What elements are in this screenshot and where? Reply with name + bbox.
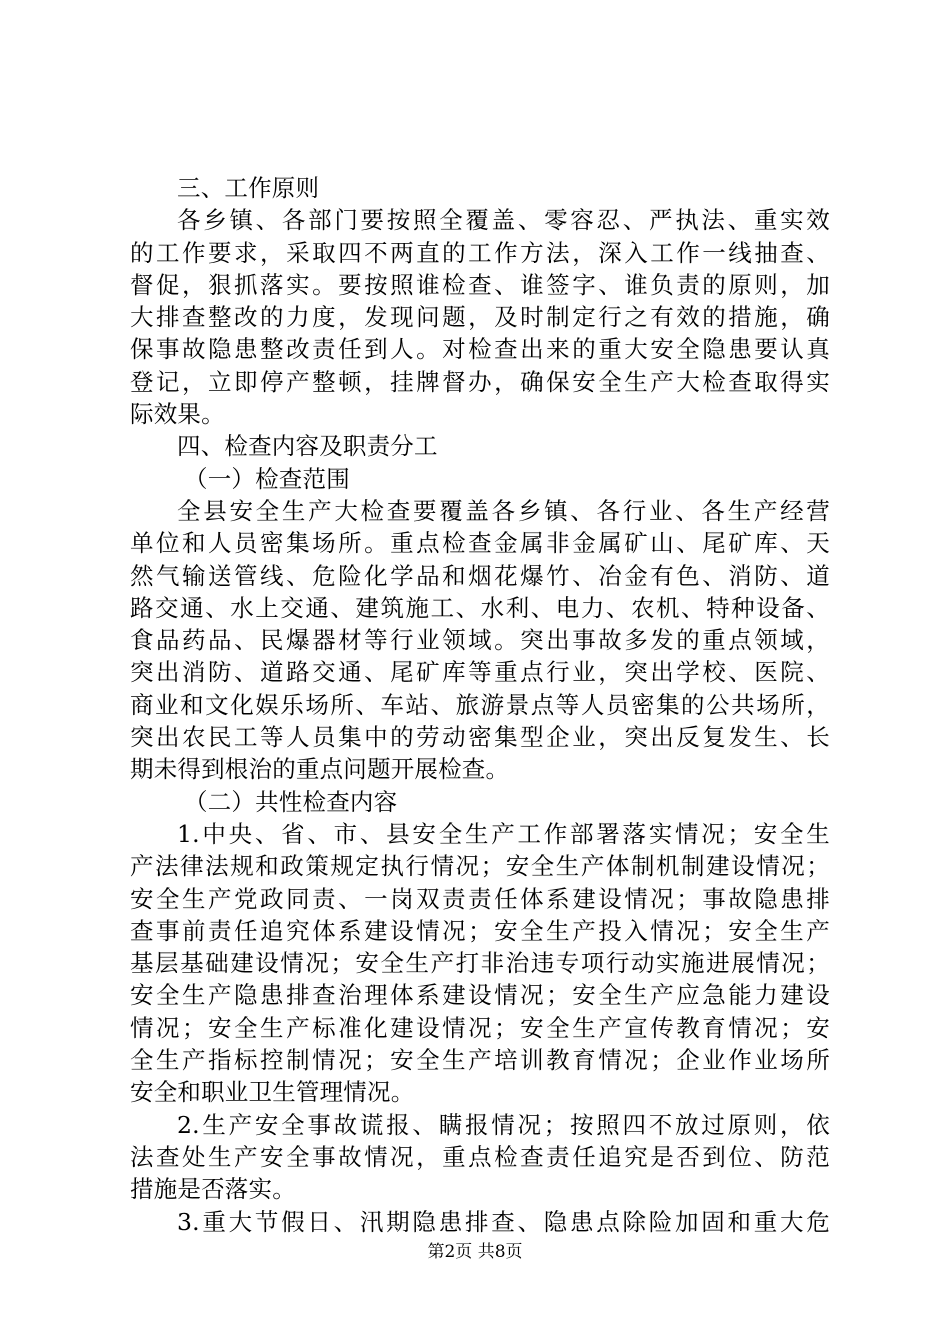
text-line: （二）共性检查内容 <box>184 787 398 816</box>
text-line: 查事前责任追究体系建设情况；安全生产投入情况；安全生产 <box>130 916 830 945</box>
text-line: 路交通、水上交通、建筑施工、水利、电力、农机、特种设备、 <box>130 593 830 622</box>
text-line: 大排查整改的力度，发现问题，及时制定行之有效的措施，确 <box>130 303 830 332</box>
text-line: 登记，立即停产整顿，挂牌督办，确保安全生产大检查取得实 <box>130 367 830 396</box>
text-line: 突出消防、道路交通、尾矿库等重点行业，突出学校、医院、 <box>130 658 830 687</box>
text-line: 安全生产隐患排查治理体系建设情况；安全生产应急能力建设 <box>130 981 830 1010</box>
text-line: （一）检查范围 <box>184 464 350 493</box>
text-line: 督促，狠抓落实。要按照谁检查、谁签字、谁负责的原则，加 <box>130 270 830 299</box>
text-line: 安全生产党政同责、一岗双责责任体系建设情况；事故隐患排 <box>130 884 830 913</box>
text-line: 突出农民工等人员集中的劳动密集型企业，突出反复发生、长 <box>130 723 830 752</box>
text-line: 法查处生产安全事故情况，重点检查责任追究是否到位、防范 <box>130 1142 830 1171</box>
text-line: 保事故隐患整改责任到人。对检查出来的重大安全隐患要认真 <box>130 335 830 364</box>
text-line: 情况；安全生产标准化建设情况；安全生产宣传教育情况；安 <box>130 1013 830 1042</box>
text-line: 三、工作原则 <box>177 174 320 202</box>
text-line: 期未得到根治的重点问题开展检查。 <box>130 755 510 784</box>
text-line: 1.中央、省、市、县安全生产工作部署落实情况；安全生 <box>177 819 830 848</box>
text-line: 际效果。 <box>130 400 225 429</box>
page-footer: 第2页 共8页 <box>427 1242 523 1262</box>
text-line: 然气输送管线、危险化学品和烟花爆竹、冶金有色、消防、道 <box>130 561 830 590</box>
text-line: 食品药品、民爆器材等行业领域。突出事故多发的重点领域， <box>130 626 830 655</box>
document-body <box>130 172 830 1238</box>
text-line: 安全和职业卫生管理情况。 <box>130 1078 415 1107</box>
text-line: 各乡镇、各部门要按照全覆盖、零容忍、严执法、重实效 <box>177 206 830 235</box>
text-line: 单位和人员密集场所。重点检查金属非金属矿山、尾矿库、天 <box>130 529 830 558</box>
text-line: 四、检查内容及职责分工 <box>177 432 438 461</box>
text-line: 全县安全生产大检查要覆盖各乡镇、各行业、各生产经营 <box>177 496 830 525</box>
text-line: 2.生产安全事故谎报、瞒报情况；按照四不放过原则，依 <box>177 1110 830 1139</box>
text-line: 的工作要求，采取四不两直的工作方法，深入工作一线抽查、 <box>130 238 830 267</box>
text-line: 3.重大节假日、汛期隐患排查、隐患点除险加固和重大危 <box>177 1207 830 1236</box>
text-line: 商业和文化娱乐场所、车站、旅游景点等人员密集的公共场所， <box>130 690 830 719</box>
text-line: 产法律法规和政策规定执行情况；安全生产体制机制建设情况； <box>130 852 830 881</box>
text-line: 全生产指标控制情况；安全生产培训教育情况；企业作业场所 <box>130 1046 830 1075</box>
text-line: 基层基础建设情况；安全生产打非治违专项行动实施进展情况； <box>130 949 830 978</box>
text-line: 措施是否落实。 <box>130 1175 296 1204</box>
